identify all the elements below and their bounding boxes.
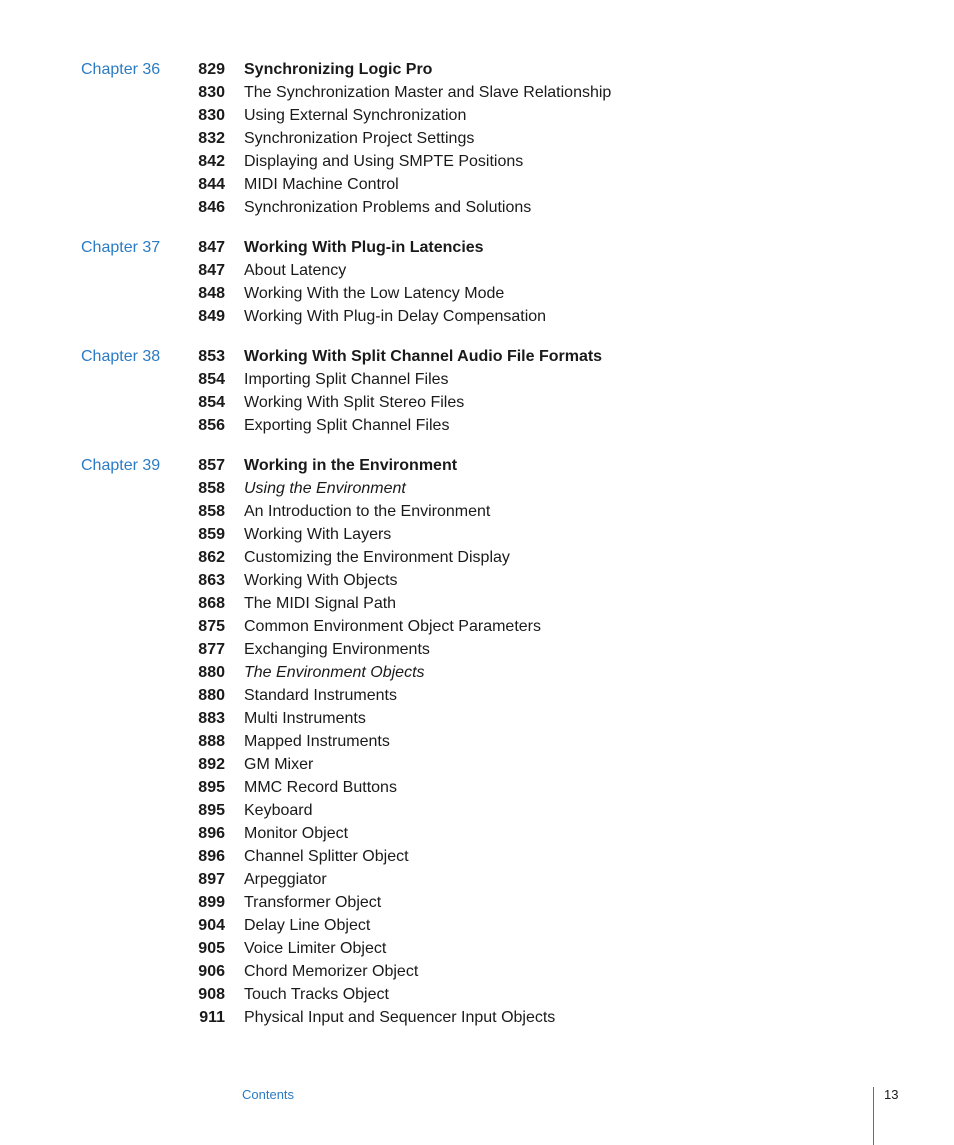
toc-page-number: 883: [198, 710, 225, 727]
toc-entry-title: MMC Record Buttons: [244, 779, 397, 796]
toc-entry-title: Arpeggiator: [244, 871, 327, 888]
toc-entry-title: About Latency: [244, 262, 347, 279]
toc-entry-title: The Synchronization Master and Slave Relationship: [244, 84, 612, 101]
toc-page-number: 849: [198, 308, 225, 325]
toc-entry-title: Common Environment Object Parameters: [244, 618, 541, 635]
toc-entry-title: Working With Layers: [244, 526, 392, 543]
toc-page-number: 905: [198, 940, 225, 957]
toc-entry[interactable]: [0, 58, 954, 81]
toc-entry-title: Working in the Environment: [244, 457, 458, 474]
toc-page-number: 856: [198, 417, 225, 434]
toc-page-number: 847: [198, 239, 225, 256]
toc-entry[interactable]: [0, 236, 954, 259]
toc-entry-title: Keyboard: [244, 802, 313, 819]
toc-entry-title: Physical Input and Sequencer Input Objects: [244, 1009, 556, 1026]
toc-entry[interactable]: [0, 914, 954, 937]
toc-entry[interactable]: [0, 523, 954, 546]
chapter-label[interactable]: Chapter 36: [81, 61, 161, 78]
chapter-section: [0, 345, 954, 437]
toc-entry[interactable]: [0, 615, 954, 638]
toc-entry[interactable]: [0, 196, 954, 219]
toc-entry-title: Using External Synchronization: [244, 107, 467, 124]
chapter-label[interactable]: Chapter 37: [81, 239, 161, 256]
toc-page-number: 911: [199, 1009, 225, 1026]
chapter-section: [0, 454, 954, 1029]
toc-entry[interactable]: [0, 305, 954, 328]
toc-entry[interactable]: [0, 937, 954, 960]
toc-entry[interactable]: [0, 81, 954, 104]
toc-page-number: 862: [198, 549, 225, 566]
toc-entry[interactable]: [0, 868, 954, 891]
toc-entry[interactable]: [0, 104, 954, 127]
toc-page-number: 830: [198, 107, 225, 124]
toc-entry[interactable]: [0, 661, 954, 684]
footer-section-label: Contents: [242, 1087, 295, 1102]
toc-entry[interactable]: [0, 259, 954, 282]
toc-entry-title: Using the Environment: [244, 480, 406, 497]
toc-page-number: 906: [198, 963, 225, 980]
toc-page-number: 863: [198, 572, 225, 589]
toc-page-number: 846: [198, 199, 225, 216]
toc-entry-title: Monitor Object: [244, 825, 349, 842]
toc-entry[interactable]: [0, 391, 954, 414]
toc-entry-title: Delay Line Object: [244, 917, 371, 934]
toc-page-number: 877: [198, 641, 225, 658]
toc-entry[interactable]: [0, 500, 954, 523]
chapter-label[interactable]: Chapter 38: [81, 348, 161, 365]
toc-entry[interactable]: [0, 822, 954, 845]
toc-entry[interactable]: [0, 592, 954, 615]
toc-page-number: 897: [198, 871, 225, 888]
footer-page-number: 13: [884, 1087, 899, 1102]
toc-entry[interactable]: [0, 753, 954, 776]
toc-page-number: 830: [198, 84, 225, 101]
toc-entry-title: Exchanging Environments: [244, 641, 430, 658]
toc-page-number: 854: [198, 371, 225, 388]
toc-entry[interactable]: [0, 454, 954, 477]
toc-entry-title: Working With Split Stereo Files: [244, 394, 465, 411]
toc-entry-title: Standard Instruments: [244, 687, 397, 704]
toc-entry[interactable]: [0, 173, 954, 196]
toc-entry[interactable]: [0, 983, 954, 1006]
toc-page-number: 896: [198, 825, 225, 842]
toc-entry-title: Transformer Object: [244, 894, 382, 911]
toc-entry-title: MIDI Machine Control: [244, 176, 399, 193]
toc-entry-title: GM Mixer: [244, 756, 314, 773]
toc-entry-title: Displaying and Using SMPTE Positions: [244, 153, 524, 170]
toc-entry[interactable]: [0, 477, 954, 500]
toc-entry-title: Voice Limiter Object: [244, 940, 387, 957]
toc-entry-title: Multi Instruments: [244, 710, 366, 727]
toc-entry[interactable]: [0, 282, 954, 305]
toc-page-number: 848: [198, 285, 225, 302]
toc-entry-title: The MIDI Signal Path: [244, 595, 397, 612]
toc-entry[interactable]: [0, 638, 954, 661]
toc-entry[interactable]: [0, 569, 954, 592]
chapter-label[interactable]: Chapter 39: [81, 457, 161, 474]
toc-entry-title: Customizing the Environment Display: [244, 549, 510, 566]
table-of-contents: [0, 58, 954, 1046]
toc-page-number: 875: [198, 618, 225, 635]
toc-entry[interactable]: [0, 891, 954, 914]
toc-page-number: 904: [198, 917, 225, 934]
toc-entry-title: Working With Plug-in Delay Compensation: [244, 308, 547, 325]
toc-entry-title: Chord Memorizer Object: [244, 963, 419, 980]
toc-page-number: 858: [198, 503, 225, 520]
toc-page-number: 842: [198, 153, 225, 170]
toc-entry[interactable]: [0, 1006, 954, 1029]
footer-divider: [873, 1087, 874, 1145]
toc-entry-title: Exporting Split Channel Files: [244, 417, 450, 434]
toc-page-number: 895: [198, 779, 225, 796]
toc-page-number: 899: [198, 894, 225, 911]
toc-entry[interactable]: [0, 730, 954, 753]
toc-entry-title: An Introduction to the Environment: [244, 503, 491, 520]
toc-entry-title: Synchronization Project Settings: [244, 130, 475, 147]
toc-page-number: 868: [198, 595, 225, 612]
toc-entry[interactable]: [0, 546, 954, 569]
toc-page-number: 892: [198, 756, 225, 773]
toc-entry-title: Synchronization Problems and Solutions: [244, 199, 532, 216]
toc-page-number: 888: [198, 733, 225, 750]
toc-page-number: 844: [198, 176, 225, 193]
toc-entry-title: Synchronizing Logic Pro: [244, 61, 433, 78]
toc-entry[interactable]: [0, 345, 954, 368]
toc-page-number: 858: [198, 480, 225, 497]
toc-entry-title: Working With Plug-in Latencies: [244, 239, 484, 256]
toc-page-number: 847: [198, 262, 225, 279]
toc-entry[interactable]: [0, 684, 954, 707]
toc-entry-title: Mapped Instruments: [244, 733, 390, 750]
toc-entry[interactable]: [0, 127, 954, 150]
toc-page-number: 859: [198, 526, 225, 543]
toc-page-number: 880: [198, 664, 225, 681]
toc-entry-title: Channel Splitter Object: [244, 848, 409, 865]
toc-entry[interactable]: [0, 845, 954, 868]
toc-entry[interactable]: [0, 960, 954, 983]
toc-entry-title: Working With Split Channel Audio File Formats: [244, 348, 603, 365]
toc-entry-title: Touch Tracks Object: [244, 986, 389, 1003]
toc-page-number: 896: [198, 848, 225, 865]
toc-page-number: 854: [198, 394, 225, 411]
toc-page-number: 880: [198, 687, 225, 704]
toc-page-number: 853: [198, 348, 225, 365]
toc-entry[interactable]: [0, 799, 954, 822]
toc-entry[interactable]: [0, 707, 954, 730]
chapter-section: [0, 58, 954, 219]
toc-entry-title: Importing Split Channel Files: [244, 371, 449, 388]
toc-entry[interactable]: [0, 368, 954, 391]
toc-page-number: 832: [198, 130, 225, 147]
toc-entry[interactable]: [0, 150, 954, 173]
toc-entry-title: Working With the Low Latency Mode: [244, 285, 505, 302]
toc-entry[interactable]: [0, 414, 954, 437]
toc-entry-title: The Environment Objects: [244, 664, 425, 681]
toc-page-number: 829: [198, 61, 225, 78]
toc-page-number: 908: [198, 986, 225, 1003]
toc-page-number: 857: [198, 457, 225, 474]
toc-entry-title: Working With Objects: [244, 572, 398, 589]
toc-entry[interactable]: [0, 776, 954, 799]
toc-page-number: 895: [198, 802, 225, 819]
chapter-section: [0, 236, 954, 328]
